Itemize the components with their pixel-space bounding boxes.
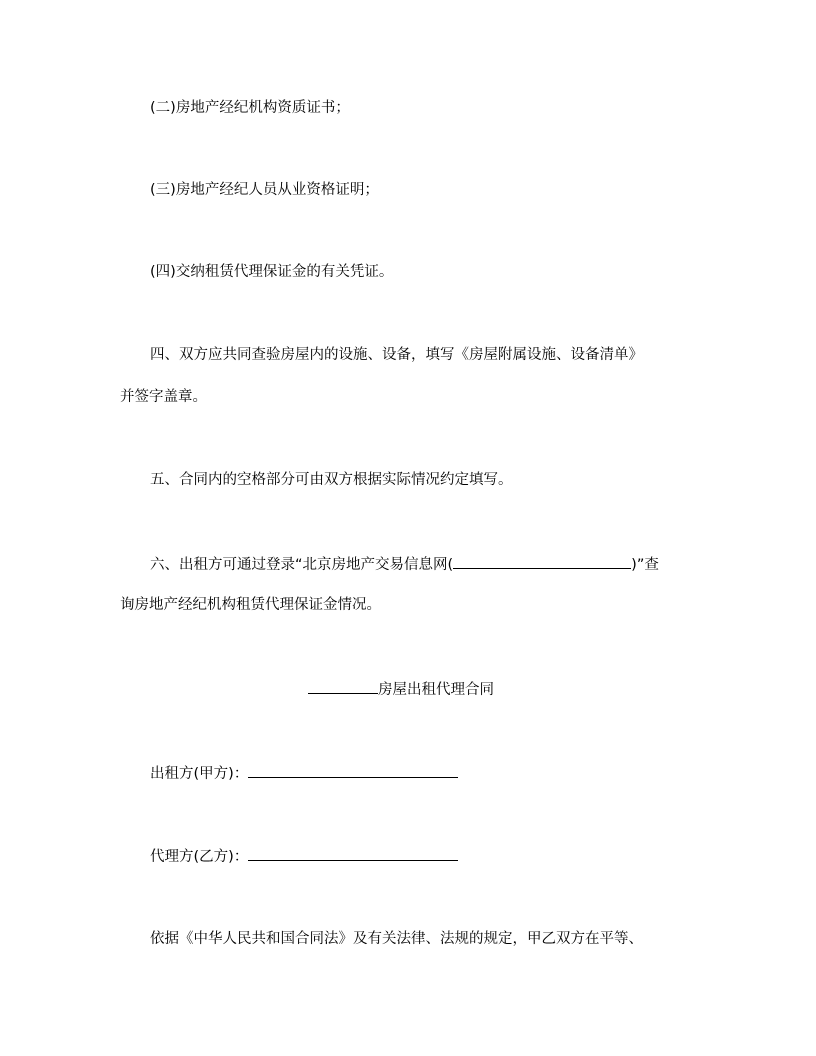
agent-label: 代理方(乙方)： [150, 849, 249, 865]
item-practitioner-certificate: (三)房地产经纪人员从业资格证明； [150, 182, 379, 198]
lessor-blank [248, 762, 458, 778]
para6-line1 [150, 553, 659, 575]
agent-blank [248, 845, 458, 861]
item-qualification-certificate: (二)房地产经纪机构资质证书； [150, 100, 350, 116]
para5: 五、合同内的空格部分可由双方根据实际情况约定填写。 [150, 472, 513, 488]
para6-prefix: 六、出租方可通过登录“北京房地产交易信息网( [150, 557, 454, 573]
para4-line1: 四、双方应共同查验房屋内的设施、设备，填写《房屋附属设施、设备清单》 [150, 347, 643, 363]
item-deposit-voucher: (四)交纳租赁代理保证金的有关凭证。 [150, 264, 394, 280]
para4-line2: 并签字盖章。 [120, 389, 207, 405]
para6-suffix: )”查 [631, 557, 659, 573]
agent-line [150, 845, 458, 867]
lessor-label: 出租方(甲方)： [150, 766, 249, 782]
para6-line2: 询房地产经纪机构租赁代理保证金情况。 [120, 597, 381, 613]
website-blank [453, 553, 631, 569]
contract-title-text: 房屋出租代理合同 [378, 682, 494, 698]
contract-title-blank [308, 678, 378, 694]
lessor-line [150, 762, 458, 784]
basis-line: 依据《中华人民共和国合同法》及有关法律、法规的规定，甲乙双方在平等、 [150, 931, 643, 947]
contract-title [308, 678, 494, 700]
